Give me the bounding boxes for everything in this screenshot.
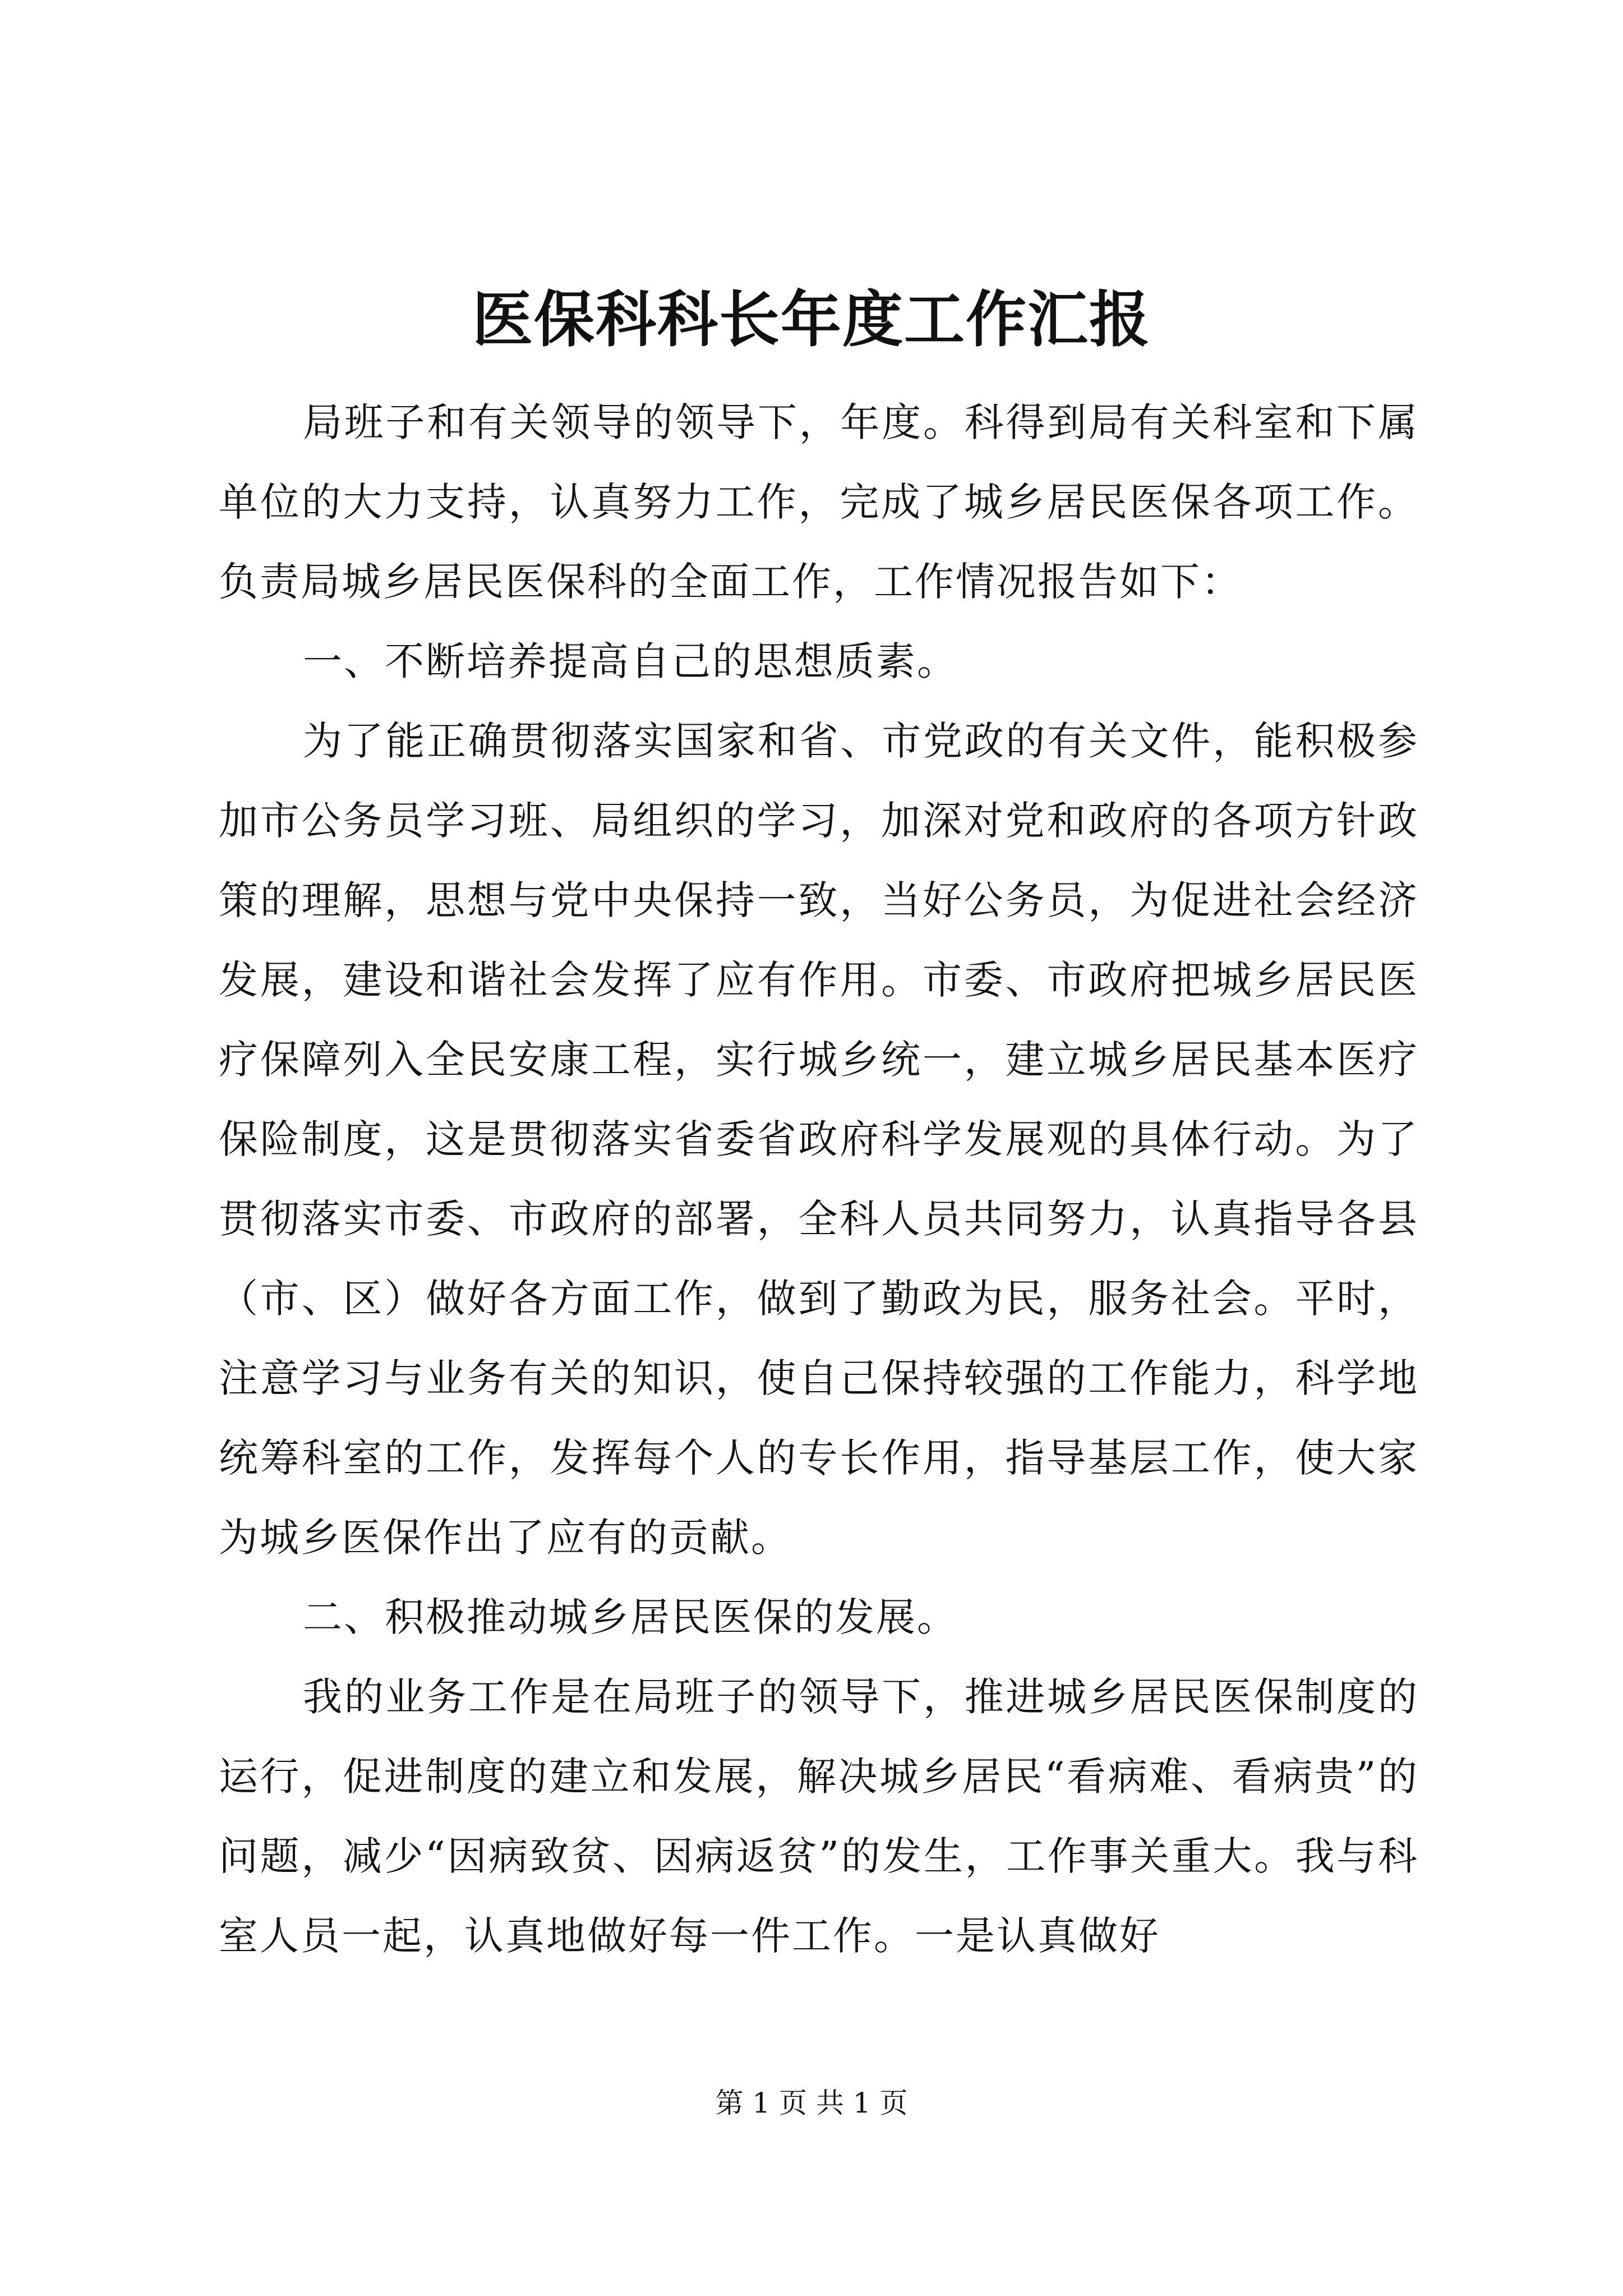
paragraph-section-1: 为了能正确贯彻落实国家和省、市党政的有关文件，能积极参加市公务员学习班、局组织的学习，加深对党和政府的各项方针政策的理解，思想与党中央保持一致，当好公务员，为促进社会经济发展，建设和谐社会发挥了应有作用。市委、市政府把城乡居民医疗保障列入全民安康工程，实行城乡统一，建立城乡居民基本医疗保险制度，这是贯彻落实省委省政府科学发展观的具体行动。为了贯彻落实市委、市政府的部署，全科人员共同努力，认真指导各县（市、区）做好各方面工作，做到了勤政为民，服务社会。平时，注意学习与业务有关的知识，使自己保持较强的工作能力，科学地统筹科室的工作，发挥每个人的专长作用，指导基层工作，使大家为城乡医保作出了应有的贡献。 xyxy=(219,718,1419,1561)
paragraph-intro: 局班子和有关领导的领导下，年度。科得到局有关科室和下属单位的大力支持，认真努力工作，完成了城乡居民医保各项工作。负责局城乡居民医保科的全面工作，工作情况报告如下： xyxy=(219,399,1419,605)
section-heading-1: 一、不断培养提高自己的思想质素。 xyxy=(303,638,958,684)
section-heading-2: 二、积极推动城乡居民医保的发展。 xyxy=(303,1594,958,1640)
paragraph-section-2: 我的业务工作是在局班子的领导下，推进城乡居民医保制度的运行，促进制度的建立和发展，解决城乡居民“看病难、看病贵”的问题，减少“因病致贫、因病返贫”的发生，工作事关重大。我与科室人员一起，认真地做好每一件工作。一是认真做好 xyxy=(219,1674,1419,1959)
document-body xyxy=(219,383,1419,1976)
document-title: 医保科科长年度工作汇报 xyxy=(472,284,1151,355)
page-footer: 第 1 页 共 1 页 xyxy=(715,2087,908,2119)
